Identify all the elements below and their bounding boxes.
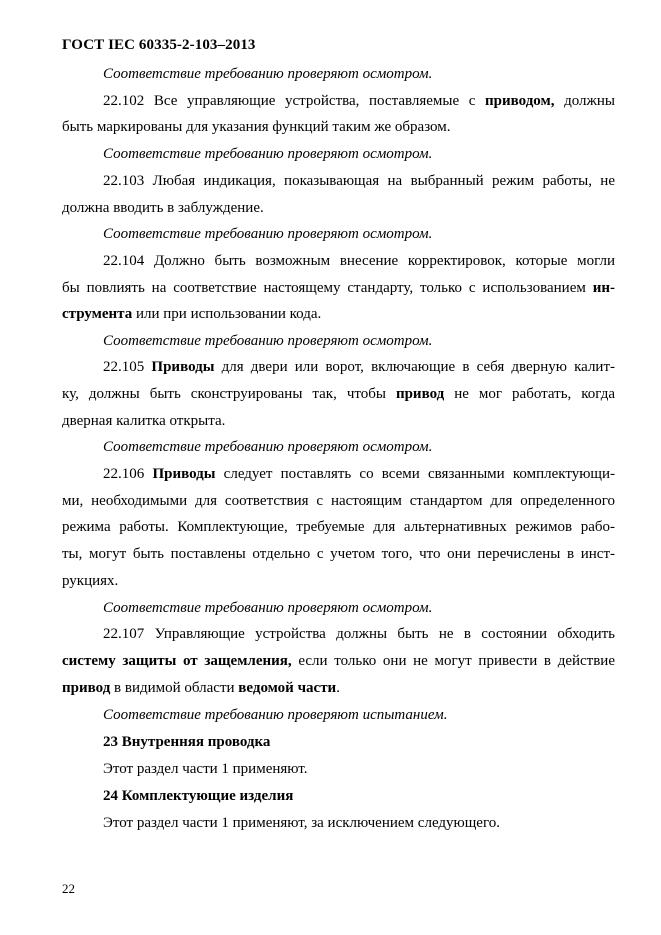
text-run: 22.106 [103,466,153,482]
text-run: в видимой области [110,680,239,696]
clause-22-106-line-3 [62,518,615,536]
bold-term: 24 Комплектующие изделия [103,788,294,804]
section-24-heading [103,787,293,805]
compliance-note [103,65,432,83]
compliance-note [103,225,432,243]
bold-term: ведомой части [238,680,337,696]
clause-22-107-line-2 [62,652,615,670]
text-run: ми, необходимыми для соответствия с настоящим стандартом для определенного [62,493,615,509]
compliance-note [103,599,432,617]
clause-22-102-line-1 [103,92,615,110]
section-23-text [103,760,307,778]
clause-22-106-line-2 [62,492,615,510]
bold-term: 23 Внутренняя проводка [103,734,271,750]
bold-term: струмента [62,306,133,322]
bold-term: привод [395,386,445,402]
italic-text: Соответствие требованию проверяют осмотром. [103,226,433,242]
text-run: 22.107 Управляющие устройства должны быть не в состоянии обходить [103,626,615,642]
clause-22-105-line-3 [62,412,225,430]
text-run: должны [554,93,615,109]
clause-22-102-line-2 [62,118,451,136]
text-run: рукциях. [62,573,119,589]
bold-term: приводом, [485,93,555,109]
text-run: бы повлиять на соответствие настоящему стандарту, только с использованием [62,280,593,296]
text-run: или при использовании кода. [132,306,322,322]
text-run: 22.102 Все управляющие устройства, поставляемые с [103,93,486,109]
compliance-note [103,145,432,163]
bold-term: Приводы [152,466,216,482]
text-run: 22.104 Должно быть возможным внесение корректировок, которые могли [103,253,615,269]
text-run: ку, должны быть сконструированы так, чтобы [62,386,396,402]
clause-22-103-line-1 [103,172,615,190]
compliance-note [103,438,432,456]
clause-22-106-line-1 [103,465,615,483]
text-run: Этот раздел части 1 применяют, за исключением следующего. [103,815,500,831]
text-run: 22.105 [103,359,152,375]
bold-term: привод [62,680,111,696]
text-run: если только они не могут привести в действие [291,653,615,669]
clause-22-106-line-4 [62,545,615,563]
text-run: для двери или ворот, включающие в себя дверную калит- [214,359,616,375]
section-24-text [103,814,500,832]
italic-text: Соответствие требованию проверяют осмотром. [103,439,433,455]
text-run: 22.103 Любая индикация, показывающая на выбранный режим работы, не [103,173,615,189]
clause-22-104-line-1 [103,252,615,270]
italic-text: Соответствие требованию проверяют осмотром. [103,146,433,162]
italic-text: Соответствие требованию проверяют осмотром. [103,600,433,616]
text-run: следует поставлять со всеми связанными комплектующи- [215,466,615,482]
compliance-test-note [103,706,447,724]
section-23-heading [103,733,270,751]
text-run: должна вводить в заблуждение. [62,200,264,216]
text-run: Этот раздел части 1 применяют. [103,761,308,777]
clause-22-103-line-2 [62,199,264,217]
italic-text: Соответствие требованию проверяют испытанием. [103,707,448,723]
clause-22-105-line-1 [103,358,615,376]
text-run: ты, могут быть поставлены отдельно с учетом того, что они перечислены в инст- [62,546,615,562]
clause-22-106-line-5 [62,572,118,590]
bold-term: ин- [592,280,615,296]
clause-22-107-line-3 [62,679,340,697]
document-header: ГОСТ IEC 60335-2-103–2013 [62,37,256,53]
text-run: быть маркированы для указания функций таким же образом. [62,119,451,135]
italic-text: Соответствие требованию проверяют осмотром. [103,333,433,349]
bold-term: систему защиты от защемления, [62,653,292,669]
italic-text: Соответствие требованию проверяют осмотром. [103,66,433,82]
text-run: режима работы. Комплектующие, требуемые для альтернативных режимов рабо- [62,519,615,535]
text-run: . [336,680,340,696]
bold-term: Приводы [151,359,215,375]
clause-22-104-line-3 [62,305,321,323]
clause-22-107-line-1 [103,625,615,643]
text-run: не мог работать, когда [444,386,616,402]
compliance-note [103,332,432,350]
text-run: дверная калитка открыта. [62,413,226,429]
page-number: 22 [62,881,75,896]
clause-22-104-line-2 [62,279,615,297]
clause-22-105-line-2 [62,385,615,403]
